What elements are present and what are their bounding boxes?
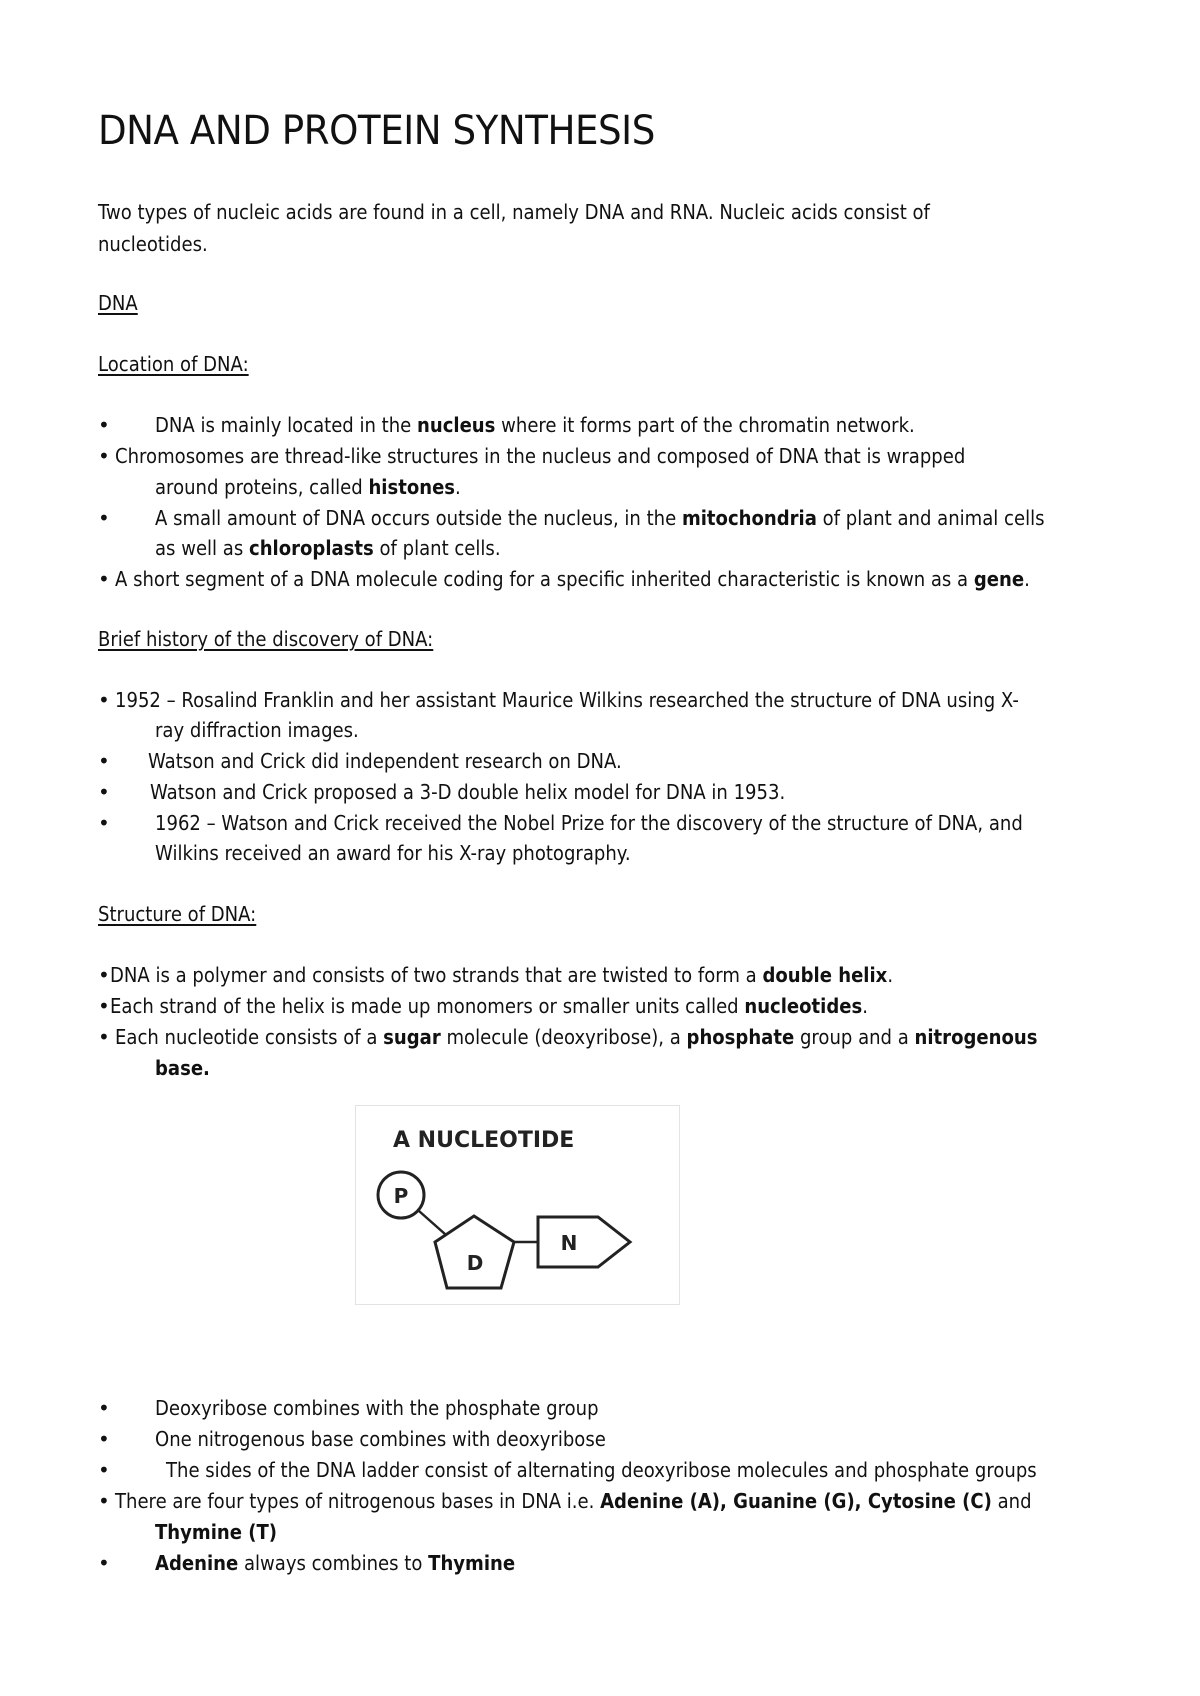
bases-bullet-3: The sides of the DNA ladder consist of alternating deoxyribose molecules and phosphate groups — [166, 1458, 1037, 1482]
intro-line-2: nucleotides. — [98, 232, 208, 256]
bullet-icon: • — [98, 567, 110, 591]
intro-line-1: Two types of nucleic acids are found in a cell, namely DNA and RNA. Nucleic acids consist of — [98, 200, 930, 224]
structure-bullet-3-line-2: base. — [155, 1056, 210, 1080]
diagram-title: A NUCLEOTIDE — [393, 1128, 575, 1153]
base-label: N — [560, 1231, 578, 1255]
bullet-icon: • — [98, 1396, 110, 1420]
location-bullet-3-line-2: as well as chloroplasts of plant cells. — [155, 536, 501, 560]
deoxyribose-label: D — [466, 1251, 484, 1275]
bullet-icon: • — [98, 963, 110, 987]
bullet-icon: • — [98, 811, 110, 835]
structure-bullet-1: DNA is a polymer and consists of two strands that are twisted to form a double helix. — [110, 963, 894, 987]
bullet-icon: • — [98, 749, 110, 773]
structure-bullet-2: Each strand of the helix is made up monomers or smaller units called nucleotides. — [110, 994, 869, 1018]
phosphate-label: P — [393, 1184, 409, 1208]
bases-bullet-5: Adenine always combines to Thymine — [155, 1551, 516, 1575]
bullet-icon: • — [98, 780, 110, 804]
history-bullet-4-line-2: Wilkins received an award for his X-ray photography. — [155, 841, 631, 865]
bullet-icon: • — [98, 1489, 110, 1513]
bullet-icon: • — [98, 444, 110, 468]
bases-bullet-4-line-1: There are four types of nitrogenous bases in DNA i.e. Adenine (A), Guanine (G), Cytosine (C) and — [115, 1489, 1032, 1513]
bullet-icon: • — [98, 506, 110, 530]
history-bullet-4-line-1: 1962 – Watson and Crick received the Nobel Prize for the discovery of the structure of DNA, and — [155, 811, 1023, 835]
bullet-icon: • — [98, 413, 110, 437]
structure-bullet-3-line-1: Each nucleotide consists of a sugar molecule (deoxyribose), a phosphate group and a nitrogenous — [115, 1025, 1038, 1049]
location-bullet-4: A short segment of a DNA molecule coding for a specific inherited characteristic is known as a gene. — [115, 567, 1030, 591]
bases-bullet-2: One nitrogenous base combines with deoxyribose — [155, 1427, 606, 1451]
bullet-icon: • — [98, 1458, 110, 1482]
bullet-icon: • — [98, 1025, 110, 1049]
bullet-icon: • — [98, 994, 110, 1018]
structure-heading: Structure of DNA: — [98, 902, 257, 926]
history-bullet-3: Watson and Crick proposed a 3-D double helix model for DNA in 1953. — [150, 780, 786, 804]
history-bullet-2: Watson and Crick did independent research on DNA. — [148, 749, 622, 773]
bases-bullet-4-line-2: Thymine (T) — [155, 1520, 278, 1544]
location-heading: Location of DNA: — [98, 352, 249, 376]
page-title: DNA AND PROTEIN SYNTHESIS — [98, 108, 655, 154]
history-bullet-1-line-2: ray diffraction images. — [155, 718, 359, 742]
bullet-icon: • — [98, 1427, 110, 1451]
history-bullet-1-line-1: 1952 – Rosalind Franklin and her assistant Maurice Wilkins researched the structure of DNA using X- — [115, 688, 1019, 712]
history-heading: Brief history of the discovery of DNA: — [98, 627, 434, 651]
bullet-icon: • — [98, 1551, 110, 1575]
location-bullet-1: DNA is mainly located in the nucleus where it forms part of the chromatin network. — [155, 413, 915, 437]
bases-bullet-1: Deoxyribose combines with the phosphate group — [155, 1396, 599, 1420]
bullet-icon: • — [98, 688, 110, 712]
location-bullet-2-line-2: around proteins, called histones. — [155, 475, 461, 499]
section-heading-dna: DNA — [98, 291, 138, 315]
location-bullet-3-line-1: A small amount of DNA occurs outside the nucleus, in the mitochondria of plant and animal cells — [155, 506, 1045, 530]
location-bullet-2-line-1: Chromosomes are thread-like structures in the nucleus and composed of DNA that is wrapped — [115, 444, 966, 468]
nucleotide-diagram — [355, 1105, 680, 1305]
